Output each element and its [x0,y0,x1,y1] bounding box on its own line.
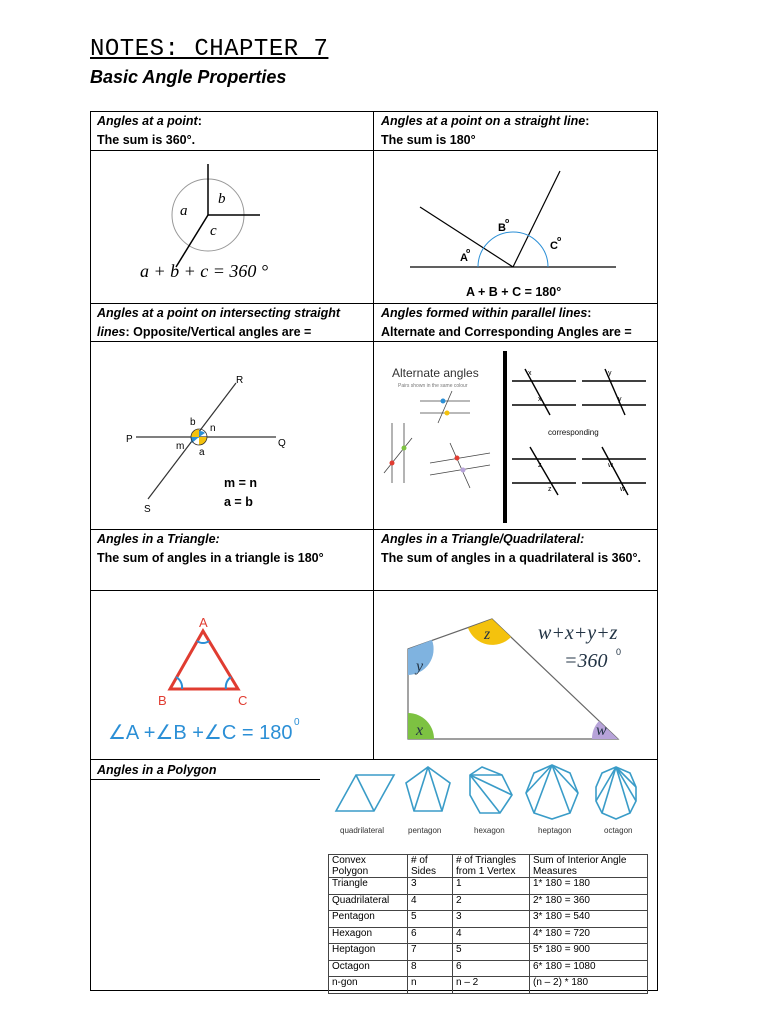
intersecting-eq1: m = n [224,476,257,490]
label-P: P [126,434,133,445]
straight-equation: A + B + C = 180° [466,285,562,299]
polygon-heading: Angles in a Polygon [97,763,217,777]
table-row: Triangle 3 1 1* 180 = 180 [329,878,648,895]
polygon-shapes [320,761,656,839]
svg-text:w: w [620,486,626,493]
svg-text:w: w [608,462,614,469]
table-header-row: Convex Polygon # of Sides # of Triangles from 1 Vertex Sum of Interior Angle Measures [329,855,648,878]
triangle-equation: ∠A +∠B +∠C = 180 [108,722,293,744]
intersecting-eq2: a = b [224,495,253,509]
intersecting-rule: Opposite/Vertical angles are = [133,325,312,339]
table-row: Quadrilateral 4 2 2* 180 = 360 [329,894,648,911]
angles-at-point-diagram [140,159,340,289]
svg-text:x: x [538,396,542,403]
quad-z: z [484,626,491,643]
label-S: S [144,504,151,515]
page-title: NOTES: CHAPTER 7 [90,36,329,63]
parallel-heading: Angles formed within parallel lines [381,306,588,320]
label-b: b [218,191,226,207]
table-row: Hexagon 6 4 4* 180 = 720 [329,927,648,944]
svg-text:y: y [618,396,622,403]
svg-text:y: y [608,370,612,377]
cell-triangle-text [97,530,367,568]
triangle-B: B [158,693,167,708]
svg-text:hexagon: hexagon [474,826,505,835]
parallel-lines-diagram [380,343,654,528]
notes-table [90,111,658,991]
point-heading: Angles at a point [97,114,198,128]
point-equation: a + b + c = 360 ° [140,261,269,281]
label-R: R [236,375,244,386]
svg-text:o: o [557,236,562,243]
alternate-title: Alternate angles [392,366,479,380]
quad-rule: The sum of angles in a quadrilateral is 360°. [381,551,641,565]
cell-quad-text [381,530,651,568]
alternate-subtitle: Pairs shown in the same colour [398,383,468,389]
quad-x: x [416,722,424,739]
triangle-heading: Angles in a Triangle: [97,532,220,546]
polygon-angle-table [328,854,648,994]
label-Q: Q [278,438,286,449]
cell-polygon-text [97,761,317,780]
quadrilateral-diagram [404,605,644,745]
table-row: Octagon 8 6 6* 180 = 1080 [329,960,648,977]
corresponding-label: corresponding [548,428,599,437]
label-n: n [210,423,216,434]
label-c: c [210,223,217,239]
triangle-A: A [199,615,208,630]
parallel-rule: Alternate and Corresponding Angles are = [381,325,632,339]
intersecting-heading: Angles at a point on intersecting straight lines [97,306,341,339]
table-row: Pentagon 5 3 3* 180 = 540 [329,911,648,928]
label-B: B [498,222,506,234]
quad-y: y [416,658,424,675]
svg-text:0: 0 [616,647,622,657]
svg-text:o: o [466,248,471,255]
svg-text:z: z [548,486,552,493]
svg-text:o: o [505,218,510,225]
svg-text:z: z [538,462,542,469]
label-a2: a [199,447,205,458]
svg-text:x: x [528,370,532,377]
quad-equation-1: w+x+y+z [538,622,618,644]
triangle-diagram [104,611,304,751]
table-row: Heptagon 7 5 5* 180 = 900 [329,944,648,961]
svg-text:quadrilateral: quadrilateral [340,826,385,835]
table-row: n-gon n n – 2 (n – 2) * 180 [329,977,648,994]
triangle-rule: The sum of angles in a triangle is 180° [97,551,324,565]
cell-straight-text: Angles at a point on a straight line: The sum is 180° [381,112,651,150]
cell-intersecting-text: Angles at a point on intersecting straight lines: Opposite/Vertical angles are = [97,306,341,339]
triangle-C: C [238,693,248,708]
quad-w: w [596,722,607,739]
straight-line-diagram [408,159,618,284]
polygon-panel [320,761,656,989]
label-m: m [176,441,185,452]
label-b2: b [190,417,196,428]
point-rule: The sum is 360°. [97,133,196,147]
intersecting-lines-diagram [126,369,296,519]
straight-heading: Angles at a point on a straight line [381,114,586,128]
label-a: a [180,203,188,219]
page-subtitle: Basic Angle Properties [90,67,287,87]
cell-point-text: Angles at a point: The sum is 360°. [97,112,367,150]
quad-equation-2: =360 [564,650,608,672]
straight-rule: The sum is 180° [381,133,476,147]
svg-text:octagon: octagon [604,826,633,835]
cell-parallel-text: Angles formed within parallel lines: Alternate and Corresponding Angles are = [381,304,655,342]
svg-text:0: 0 [294,717,300,728]
label-A: A [460,252,468,264]
svg-text:pentagon: pentagon [408,826,442,835]
svg-text:heptagon: heptagon [538,826,572,835]
label-C: C [550,240,558,252]
quad-heading: Angles in a Triangle/Quadrilateral: [381,532,585,546]
